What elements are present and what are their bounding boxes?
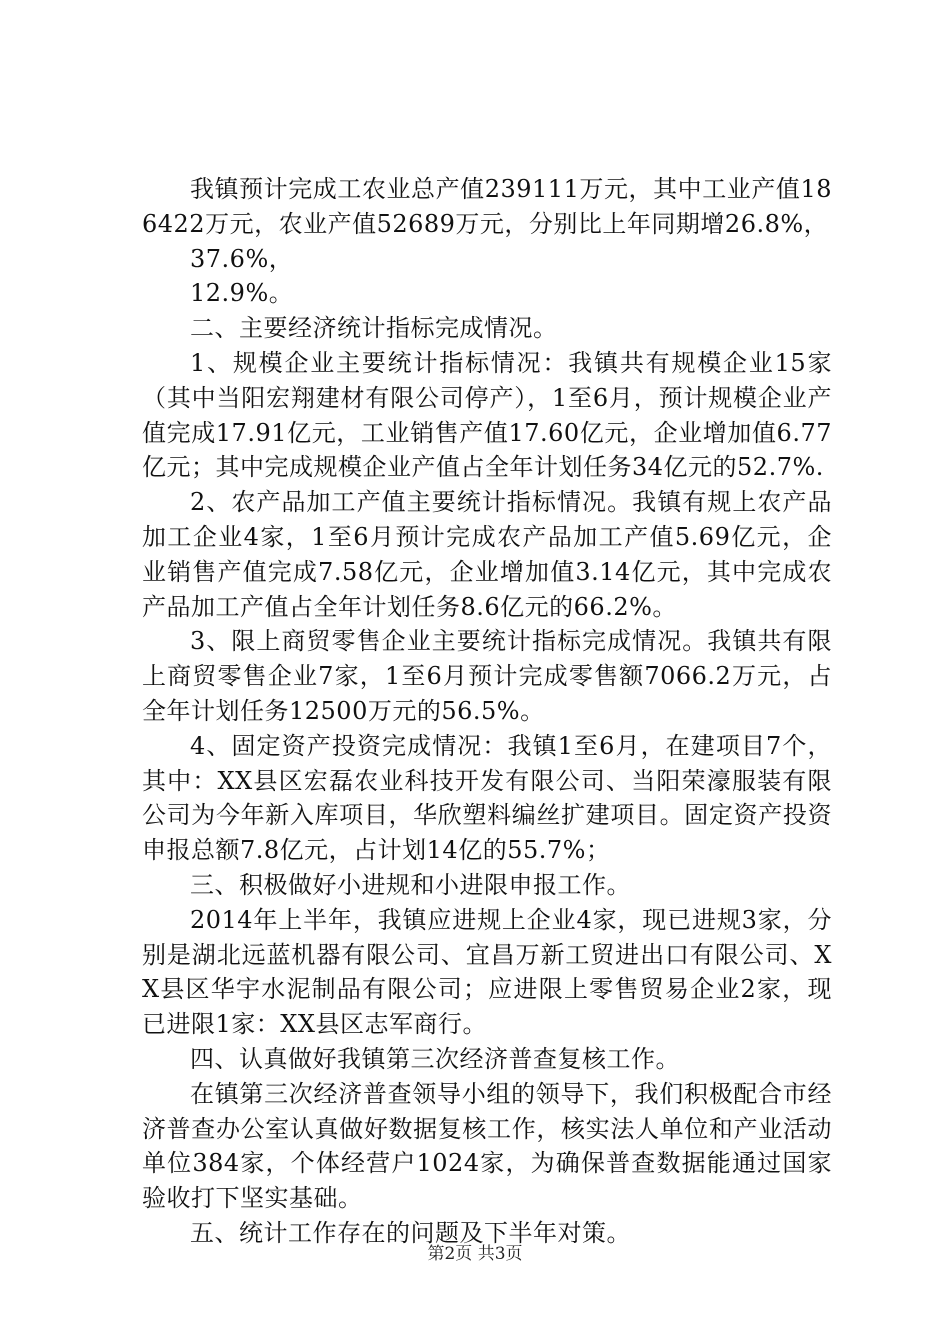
paragraph-summary-output: 我镇预计完成工农业总产值239111万元，其中工业产值186422万元，农业产值52689万元，分别比上年同期增26.8%，	[142, 175, 832, 238]
section-heading-census: 四、认真做好我镇第三次经济普查复核工作。	[190, 1044, 680, 1073]
paragraph-growth-agriculture: 12.9%。	[190, 279, 294, 308]
document-body	[142, 172, 832, 1251]
paragraph-census-details: 在镇第三次经济普查领导小组的领导下，我们积极配合市经济普查办公室认真做好数据复核工作，核实法人单位和产业活动单位384家，个体经营户1024家，为确保普查数据能通过国家验收打下坚实基础。	[142, 1079, 832, 1213]
paragraph-retail-enterprises: 3、限上商贸零售企业主要统计指标完成情况。我镇共有限上商贸零售企业7家，1至6月预计完成零售额7066.2万元，占全年计划任务12500万元的56.5%。	[142, 627, 832, 725]
page-number-footer: 第2页 共3页	[427, 1244, 523, 1264]
section-heading-reporting: 三、积极做好小进规和小进限申报工作。	[190, 870, 631, 899]
paragraph-agri-processing: 2、农产品加工产值主要统计指标情况。我镇有规上农产品加工企业4家，1至6月预计完成农产品加工产值5.69亿元，企业销售产值完成7.58亿元，企业增加值3.14亿元，其中完成农产品加工产值占全年计划任务8.6亿元的66.2%。	[142, 488, 832, 621]
section-heading-indicators: 二、主要经济统计指标完成情况。	[190, 314, 558, 343]
paragraph-scale-enterprises: 1、规模企业主要统计指标情况：我镇共有规模企业15家（其中当阳宏翔建材有限公司停产），1至6月，预计规模企业产值完成17.91亿元，工业销售产值17.60亿元，企业增加值6.77亿元；其中完成规模企业产值占全年计划任务34亿元的52.7%.	[142, 348, 832, 482]
paragraph-growth-industry: 37.6%，	[190, 244, 294, 273]
paragraph-fixed-assets: 4、固定资产投资完成情况：我镇1至6月，在建项目7个，其中：XX县区宏磊农业科技开发有限公司、当阳荣濠服装有限公司为今年新入库项目，华欣塑料编丝扩建项目。固定资产投资申报总额7.8亿元，占计划14亿的55.7%；	[142, 731, 832, 865]
section-heading-problems: 五、统计工作存在的问题及下半年对策。	[190, 1218, 631, 1247]
paragraph-reporting-details: 2014年上半年，我镇应进规上企业4家，现已进规3家，分别是湖北远蓝机器有限公司、宜昌万新工贸进出口有限公司、XX县区华宇水泥制品有限公司；应进限上零售贸易企业2家，现已进限1家：XX县区志军商行。	[142, 905, 832, 1039]
